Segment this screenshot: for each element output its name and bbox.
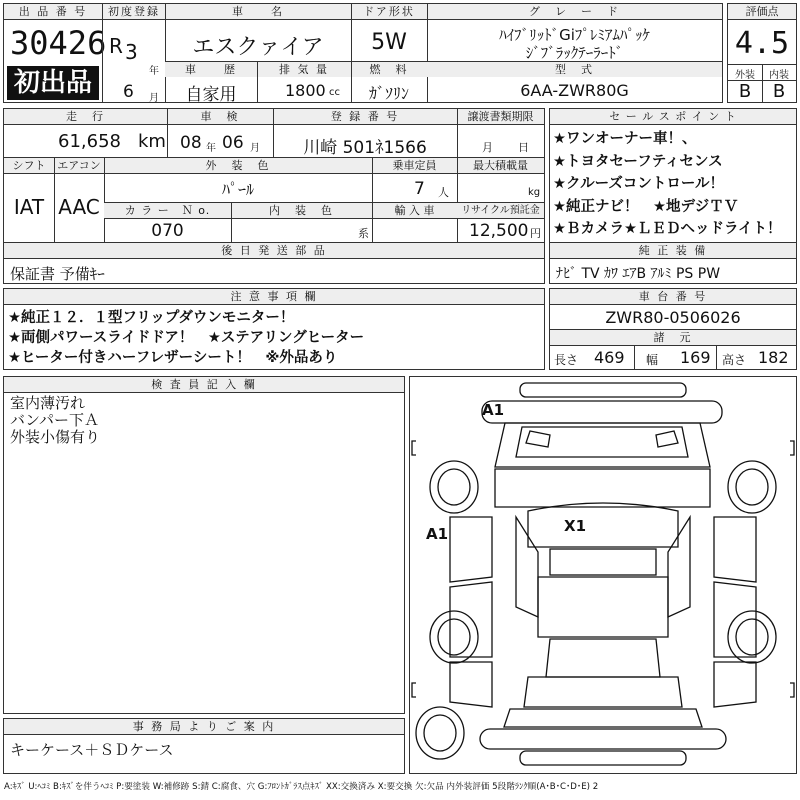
aircon-value: AAC [58,195,100,219]
vehicle-main-box [102,3,723,103]
score-value: 4.5 [734,26,790,61]
sales-point: ★Ｂカメラ★ＬＥＤヘッドライト！ [553,221,782,237]
yen-unit: 円 [530,227,541,240]
height-label: 高さ [722,353,747,367]
transfer-day-unit: 日 [518,141,529,154]
grade-line1: ﾊｲﾌﾞﾘｯﾄﾞGiﾌﾟﾚﾐｱﾑﾊﾟｯｹ [499,26,650,44]
month-unit: 月 [149,93,159,104]
era: R [109,34,123,58]
inspector-note: バンパー下Ａ [10,411,99,429]
year-unit: 年 [149,66,159,77]
reg-year: 3 [125,40,138,64]
fuel-value: ｶﾞｿﾘﾝ [368,84,409,103]
ext-color-value: ﾊﾟｰﾙ [221,180,254,199]
dims-label: 諸 元 [550,330,796,346]
door-label: ドア形状 [351,4,427,20]
damage-mark-front: A1 [482,401,505,419]
car-name-label: 車 名 [165,4,351,20]
history-value: 自家用 [185,85,237,105]
sales-point: ★ワンオーナー車！、 [553,131,697,147]
lot-no-label: 出 品 番 号 [4,4,102,20]
sales-points-list [553,128,782,241]
note-line: ★両側パワースライドドア！ ★ステアリングヒーター [8,330,365,346]
sales-point: ★トヨタセーフティセンス [553,153,723,170]
office-box [3,718,405,774]
displacement-value: 1800 [285,81,326,100]
insp-year: 08 [180,133,202,153]
cc-unit: cc [329,87,340,98]
score-label: 評価点 [728,4,796,20]
shift-value: IAT [13,195,45,219]
sales-point: ★純正ナビ！ ★地デジＴＶ [553,198,739,215]
sales-point: ★クルーズコントロール！ [553,176,725,192]
ext-grade-label: 外装 [735,70,755,81]
later-parts-label: 後 日 発 送 部 品 [4,243,544,259]
displacement-label: 排 気 量 [257,62,351,77]
recycle-value: 12,500 [469,221,529,241]
shift-label: シフト [4,158,54,174]
first-reg-label: 初度登録 [103,4,165,20]
damage-mark-left: A1 [426,525,449,543]
insp-month: 06 [222,133,244,153]
insp-month-unit: 月 [250,143,260,154]
aircon-label: エアコン [54,158,104,174]
int-color-label: 内 装 色 [231,203,372,219]
recycle-label: リサイクル預託金 [457,203,544,219]
int-grade-value: B [772,81,786,102]
chassis-value: ZWR80-0506026 [605,308,741,327]
max-load-label: 最大積載量 [457,158,544,174]
later-parts-box [3,242,545,284]
km-unit: km [138,131,166,152]
color-no-label: カ ラ ー Ｎ o. [104,203,231,219]
grade-label: グ レ ー ド [427,4,722,20]
mileage-value: 61,658 [58,131,121,152]
note-line: ★ヒーター付きハーフレザーシート！ ※外品あり [8,350,338,366]
kei-unit: 系 [358,227,369,240]
notes-label: 注 意 事 項 欄 [4,289,544,305]
height-value: 182 [758,348,789,367]
inspection-label: 車 検 [167,109,273,125]
later-parts-value: 保証書 予備ｷｰ [10,265,105,283]
kg-unit: kg [528,187,541,198]
inspector-box [3,376,405,714]
damage-mark-center: X1 [564,517,587,535]
office-note: キーケース＋ＳＤケース [10,741,174,759]
ext-color-label: 外 装 色 [104,158,372,174]
import-label: 輸 入 車 [372,203,457,219]
model-label: 型 式 [427,62,722,77]
ext-grade-value: B [738,81,752,102]
chassis-box [549,288,797,370]
legend: A:ｷｽﾞ U:ﾍｺﾐ B:ｷｽﾞを伴うﾍｺﾐ P:要塗装 W:補修跡 S:錆 C:腐食、穴 G:ﾌﾛﾝﾄｶﾞﾗｽ点ｷｽﾞ XX:交換済み X:要交換 欠:欠品 内外装評価 5段階ﾗﾝｸ順(A･B･C･D･E) 2 [4,782,599,792]
reg-month: 6 [123,82,134,102]
width-value: 169 [680,348,711,367]
sales-points-box [549,108,797,243]
std-equipment-value: ﾅﾋﾞ TV ｶﾜ ｴｱB ｱﾙﾐ PS PW [556,266,721,282]
details-box [3,108,545,243]
length-label: 長さ [554,353,579,367]
std-equipment-label: 純 正 装 備 [550,243,796,259]
transfer-month-unit: 月 [482,141,493,154]
first-listing-badge: 初出品 [7,66,99,100]
top-info-box [3,3,107,103]
chassis-label: 車 台 番 号 [550,289,796,305]
insp-year-unit: 年 [206,143,216,154]
note-line: ★純正１２．１型フリップダウンモニター！ [8,310,295,326]
int-grade-label: 内装 [769,70,789,81]
plate-value: 川崎 501ﾈ1566 [303,138,427,158]
grade-line2: ｼﾞﾌﾞﾗｯｸﾃｰﾗｰﾄﾞ [525,44,624,62]
inspector-notes [10,395,100,446]
car-name: エスクァイア [192,35,324,60]
notes-list [8,308,364,368]
color-no-value: 070 [151,221,184,241]
history-label: 車 歴 [165,62,257,77]
transfer-label: 譲渡書類期限 [457,109,544,125]
mileage-label: 走 行 [4,109,167,125]
office-label: 事 務 局 よ り ご 案 内 [4,719,404,735]
car-diagram [410,377,796,773]
person-unit: 人 [438,186,449,199]
plate-label: 登 録 番 号 [273,109,457,125]
inspector-note: 室内薄汚れ [10,394,86,412]
capacity-label: 乗車定員 [372,158,457,174]
car-diagram-box [409,376,797,774]
score-box [727,3,797,103]
std-equipment-box [549,242,797,284]
width-label: 幅 [646,353,659,367]
notes-box [3,288,545,370]
sales-points-label: セ ー ル ス ポ イ ン ト [550,109,796,125]
length-value: 469 [594,348,625,367]
inspector-label: 検 査 員 記 入 欄 [4,377,404,393]
capacity-value: 7 [414,179,425,199]
inspector-note: 外装小傷有り [10,428,101,446]
fuel-label: 燃 料 [351,62,427,77]
lot-number: 30426 [10,24,107,62]
door-type: 5W [371,30,407,55]
model-value: 6AA-ZWR80G [520,81,629,100]
